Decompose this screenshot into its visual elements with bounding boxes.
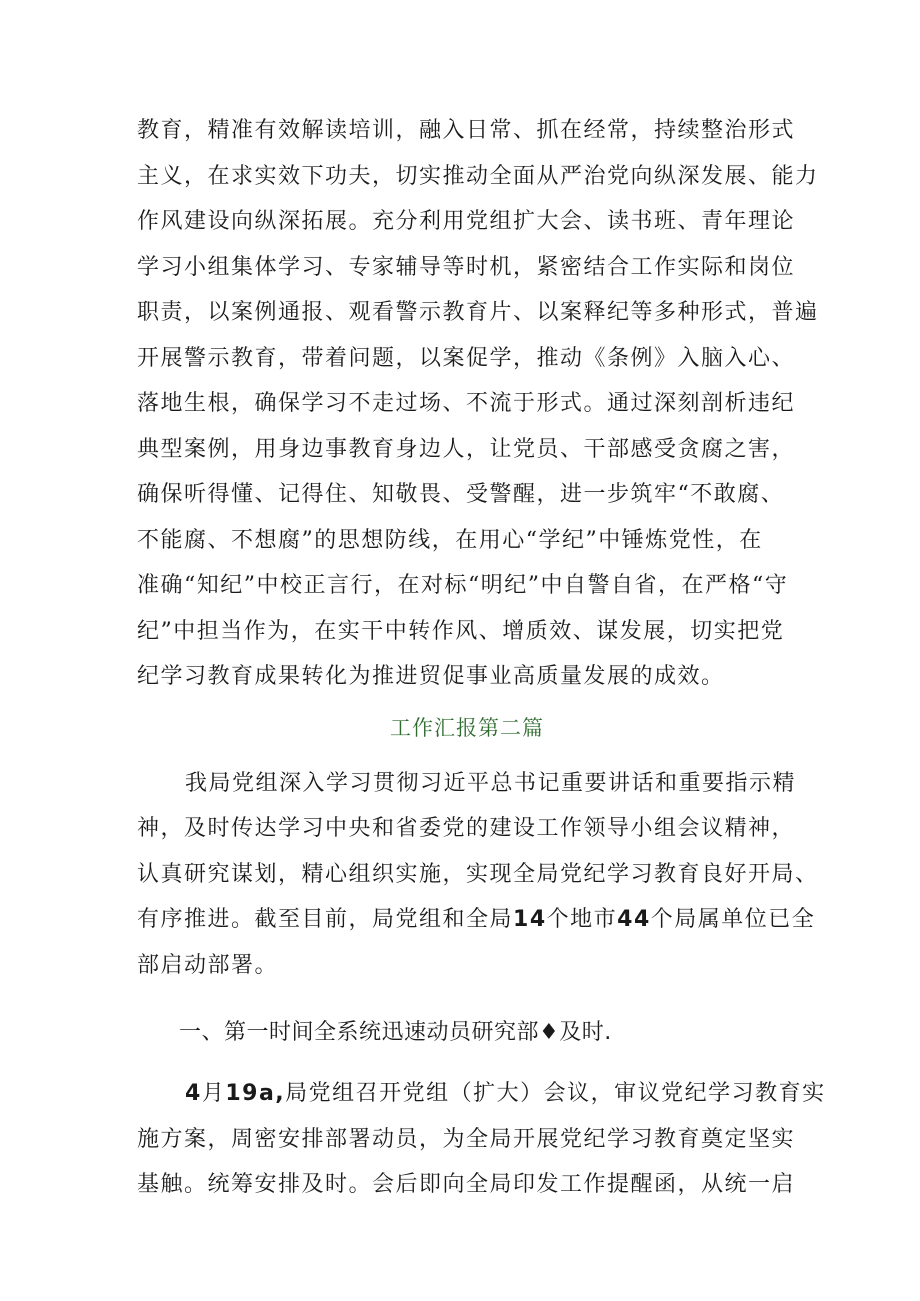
text-line: 典型案例，用身边事教育身边人，让党员、干部感受贪腐之害， [137, 436, 796, 462]
text-line: 部启动部署。 [137, 952, 279, 978]
text-line: 神，及时传达学习中央和省委党的建设工作领导小组会议精神， [137, 816, 796, 841]
section-heading: 一、第一时间全系统迅速动员研究部♦及时. [179, 1020, 612, 1045]
text-fragment: 月 [201, 1081, 226, 1106]
document-body [137, 108, 826, 1208]
text-line: 确保听得懂、记得住、知敬畏、受警醒，进一步筑牢“不敢腐、 [137, 482, 785, 507]
text-line: 作风建设向纵深拓展。充分利用党组扩大会、读书班、青年理论 [137, 209, 796, 234]
text-fragment: 局党组召开党组（扩大）会议，审议党纪学习教育实 [285, 1081, 826, 1106]
text-fragment: 个局属单位已全 [650, 907, 816, 932]
text-fragment: 有序推进。截至目前，局党组和全局 [137, 907, 514, 932]
text-line: 不能腐、不想腐”的思想防线，在用心“学纪”中锤炼党性，在 [137, 527, 763, 553]
paragraph-intro [137, 761, 819, 989]
text-line: 纪学习教育成果转化为推进贸促事业高质量发展的成效。 [137, 664, 725, 689]
text-line: 开展警示教育，带着问题，以案促学，推动《条例》入脑入心、 [137, 345, 796, 371]
text-line [137, 897, 816, 943]
text-line: 教育，精准有效解读培训，融入日常、抓在经常，持续整治形式 [137, 118, 796, 143]
day-number: 19a, [225, 1081, 286, 1106]
unit-count: 44 [617, 907, 651, 932]
paragraph-continued [137, 108, 819, 700]
text-line: 认真研究谋划，精心组织实施，实现全局党纪学习教育良好开局、 [137, 861, 819, 887]
text-line: 纪”中担当作为，在实干中转作风、增质效、谋发展，切实把党 [137, 618, 785, 644]
text-line: 施方案，周密安排部署动员，为全局开展党纪学习教育奠定坚实 [137, 1126, 796, 1152]
text-line: 落地生根，确保学习不走过场、不流于形式。通过深刻剖析违纪 [137, 391, 796, 416]
text-line: 学习小组集体学习、专家辅导等时机，紧密结合工作实际和岗位 [137, 254, 796, 280]
section-title: 工作汇报第二篇 [390, 715, 544, 740]
month-number: 4 [185, 1081, 202, 1106]
text-line: 准确“知纪”中校正言行，在对标“明纪”中自警自省，在严格“守 [137, 573, 789, 598]
paragraph-meeting [137, 1071, 826, 1208]
text-line: 基触。统筹安排及时。会后即向全局印发工作提醒函，从统一启 [137, 1172, 796, 1197]
text-line: 职责，以案例通报、观看警示教育片、以案释纪等多种形式，普遍 [137, 300, 819, 325]
text-fragment: 个地市 [546, 907, 618, 932]
text-line [137, 1071, 826, 1117]
text-line: 主义，在求实效下功夫，切实推动全面从严治党向纵深发展、能力 [137, 163, 819, 189]
text-line: 我局党组深入学习贯彻习近平总书记重要讲话和重要指示精 [185, 770, 797, 796]
city-count: 14 [513, 907, 547, 932]
